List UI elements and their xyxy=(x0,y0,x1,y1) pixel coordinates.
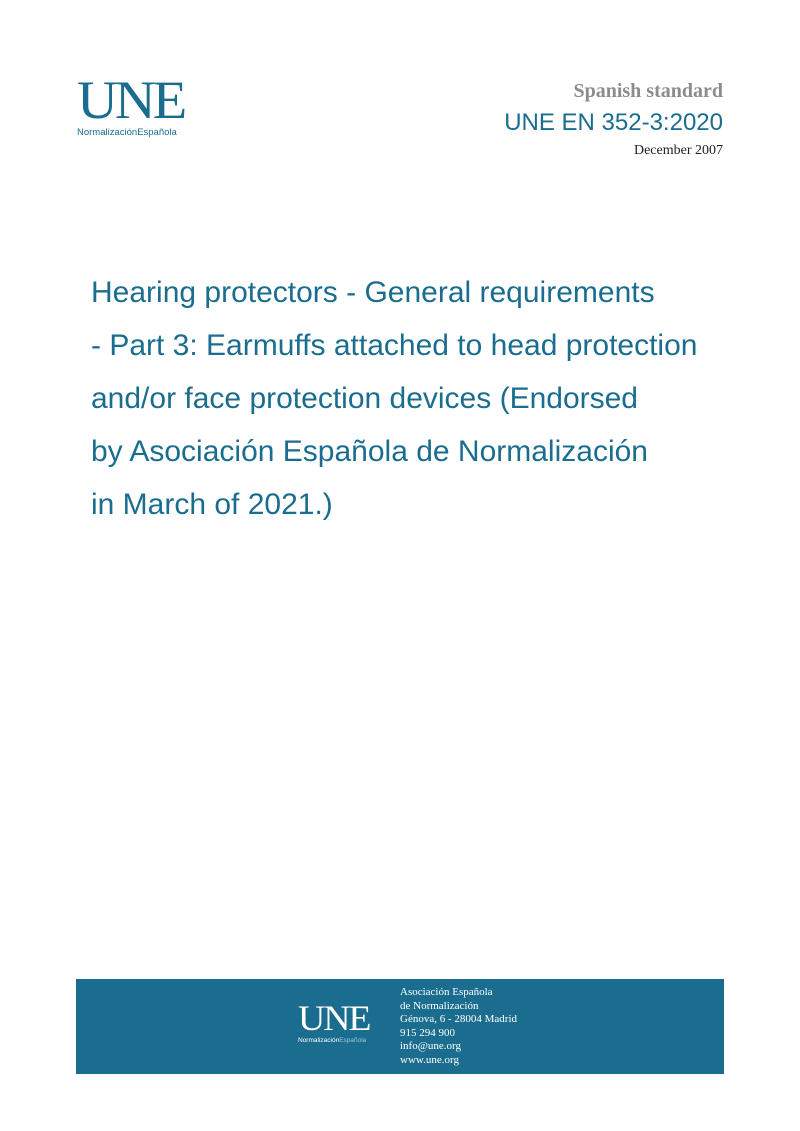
footer-logo-tagline-a: Normalización xyxy=(298,1037,340,1044)
title-line: - Part 3: Earmuffs attached to head protection xyxy=(91,329,698,362)
une-logo xyxy=(77,70,217,138)
org-website[interactable]: www.une.org xyxy=(400,1053,459,1066)
title-line: and/or face protection devices (Endorsed xyxy=(91,382,638,415)
footer-banner xyxy=(76,979,724,1074)
org-name-line2: de Normalización xyxy=(400,999,479,1012)
footer-logo-wordmark: UNE xyxy=(298,998,370,1038)
footer-contact xyxy=(400,986,517,1067)
logo-tagline-b: Española xyxy=(137,127,177,138)
org-address: Génova, 6 - 28004 Madrid xyxy=(400,1013,518,1025)
standard-header xyxy=(504,80,723,159)
footer-logo-tagline xyxy=(298,1037,366,1044)
footer-logo-tagline-b: Española xyxy=(339,1037,367,1044)
title-line: in March of 2021.) xyxy=(91,488,333,521)
standard-label: Spanish standard xyxy=(573,80,723,102)
org-email[interactable]: info@une.org xyxy=(400,1040,461,1052)
title-line: by Asociación Española de Normalización xyxy=(91,435,648,468)
standard-date: December 2007 xyxy=(633,143,723,158)
logo-tagline-a: Normalización xyxy=(77,127,138,138)
org-name-line1: Asociación Española xyxy=(400,986,493,998)
logo-wordmark: UNE xyxy=(77,70,185,130)
title-line: Hearing protectors - General requirements xyxy=(91,276,655,309)
footer-logo xyxy=(298,998,370,1044)
org-phone: 915 294 900 xyxy=(400,1026,455,1039)
standard-code: UNE EN 352-3:2020 xyxy=(504,109,723,136)
document-title xyxy=(91,266,781,531)
